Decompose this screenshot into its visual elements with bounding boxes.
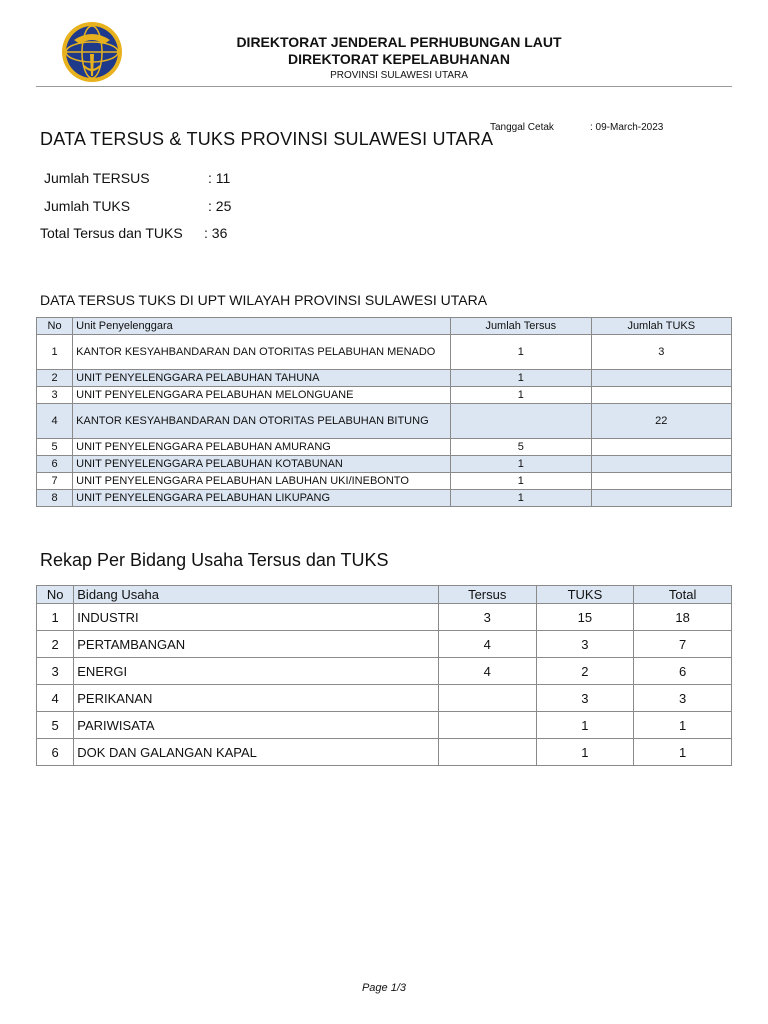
cell-tuks [591,490,731,507]
cell-unit: UNIT PENYELENGGARA PELABUHAN AMURANG [73,439,451,456]
cell-bidang: ENERGI [74,658,439,685]
cell-tersus: 1 [451,387,591,404]
cell-tersus: 1 [451,370,591,387]
cell-no: 8 [37,490,73,507]
cell-tuks: 2 [536,658,634,685]
column-header-tersus: Tersus [438,586,536,604]
cell-tersus: 5 [451,439,591,456]
summary-value: : 25 [208,198,232,214]
cell-no: 2 [37,370,73,387]
cell-no: 6 [37,456,73,473]
column-header-tersus: Jumlah Tersus [451,318,591,335]
cell-tuks [591,439,731,456]
table-row [37,473,732,490]
cell-unit: UNIT PENYELENGGARA PELABUHAN KOTABUNAN [73,456,451,473]
table-header-row [37,586,732,604]
column-header-unit: Unit Penyelenggara [73,318,451,335]
cell-tersus: 4 [438,658,536,685]
table-header-row [37,318,732,335]
header-directorate: DIREKTORAT KEPELABUHANAN [288,51,510,67]
cell-tersus: 1 [451,473,591,490]
cell-bidang: DOK DAN GALANGAN KAPAL [74,739,439,766]
cell-tuks: 15 [536,604,634,631]
cell-total: 7 [634,631,732,658]
cell-tuks: 3 [536,631,634,658]
cell-unit: UNIT PENYELENGGARA PELABUHAN MELONGUANE [73,387,451,404]
cell-tersus [438,712,536,739]
cell-bidang: PARIWISATA [74,712,439,739]
summary-label: Jumlah TUKS [44,198,131,214]
table-row [37,439,732,456]
cell-total: 18 [634,604,732,631]
table-row [37,658,732,685]
cell-tuks: 3 [536,685,634,712]
cell-bidang: PERIKANAN [74,685,439,712]
cell-total: 3 [634,685,732,712]
header-divider [36,86,732,87]
print-date-value: : 09-March-2023 [590,122,664,133]
summary-value: : 11 [208,170,231,186]
table-row [37,712,732,739]
header-agency: DIREKTORAT JENDERAL PERHUBUNGAN LAUT [236,34,562,50]
table-row [37,404,732,439]
column-header-total: Total [634,586,732,604]
cell-total: 6 [634,658,732,685]
cell-tersus [438,739,536,766]
page-number: Page 1/3 [361,982,407,994]
cell-tuks: 22 [591,404,731,439]
table-row [37,631,732,658]
upt-table [36,317,732,507]
cell-no: 6 [37,739,74,766]
table-row [37,490,732,507]
summary-label: Total Tersus dan TUKS [40,225,183,241]
cell-unit: UNIT PENYELENGGARA PELABUHAN LABUHAN UKI/INEBONTO [73,473,451,490]
table-row [37,739,732,766]
cell-unit: UNIT PENYELENGGARA PELABUHAN TAHUNA [73,370,451,387]
cell-total: 1 [634,712,732,739]
document-title: DATA TERSUS & TUKS PROVINSI SULAWESI UTARA [40,129,494,149]
upt-section-title: DATA TERSUS TUKS DI UPT WILAYAH PROVINSI SULAWESI UTARA [40,292,488,308]
cell-no: 1 [37,335,73,370]
cell-no: 7 [37,473,73,490]
column-header-no: No [37,318,73,335]
cell-tuks [591,473,731,490]
column-header-tuks: TUKS [536,586,634,604]
cell-tersus: 4 [438,631,536,658]
cell-no: 4 [37,685,74,712]
summary-label: Jumlah TERSUS [44,170,150,186]
cell-tersus: 3 [438,604,536,631]
cell-unit: UNIT PENYELENGGARA PELABUHAN LIKUPANG [73,490,451,507]
cell-tersus: 1 [451,335,591,370]
recap-table [36,585,732,766]
summary-value: : 36 [204,225,228,241]
cell-bidang: INDUSTRI [74,604,439,631]
table-row [37,604,732,631]
cell-tersus: 1 [451,456,591,473]
table-row [37,685,732,712]
header-province: PROVINSI SULAWESI UTARA [330,70,468,81]
cell-unit: KANTOR KESYAHBANDARAN DAN OTORITAS PELABUHAN BITUNG [73,404,451,439]
cell-bidang: PERTAMBANGAN [74,631,439,658]
table-row [37,456,732,473]
column-header-no: No [37,586,74,604]
cell-tuks [591,370,731,387]
cell-unit: KANTOR KESYAHBANDARAN DAN OTORITAS PELABUHAN MENADO [73,335,451,370]
recap-section-title: Rekap Per Bidang Usaha Tersus dan TUKS [40,550,389,570]
cell-tuks: 1 [536,712,634,739]
print-date-label: Tanggal Cetak [490,122,554,133]
cell-tuks [591,456,731,473]
cell-no: 5 [37,712,74,739]
cell-no: 2 [37,631,74,658]
column-header-bidang: Bidang Usaha [74,586,439,604]
cell-no: 4 [37,404,73,439]
table-row [37,370,732,387]
table-row [37,335,732,370]
column-header-tuks: Jumlah TUKS [591,318,731,335]
cell-tersus [438,685,536,712]
cell-no: 5 [37,439,73,456]
cell-no: 1 [37,604,74,631]
cell-no: 3 [37,658,74,685]
cell-tersus: 1 [451,490,591,507]
cell-total: 1 [634,739,732,766]
cell-no: 3 [37,387,73,404]
cell-tuks: 3 [591,335,731,370]
table-row [37,387,732,404]
cell-tersus [451,404,591,439]
cell-tuks [591,387,731,404]
cell-tuks: 1 [536,739,634,766]
